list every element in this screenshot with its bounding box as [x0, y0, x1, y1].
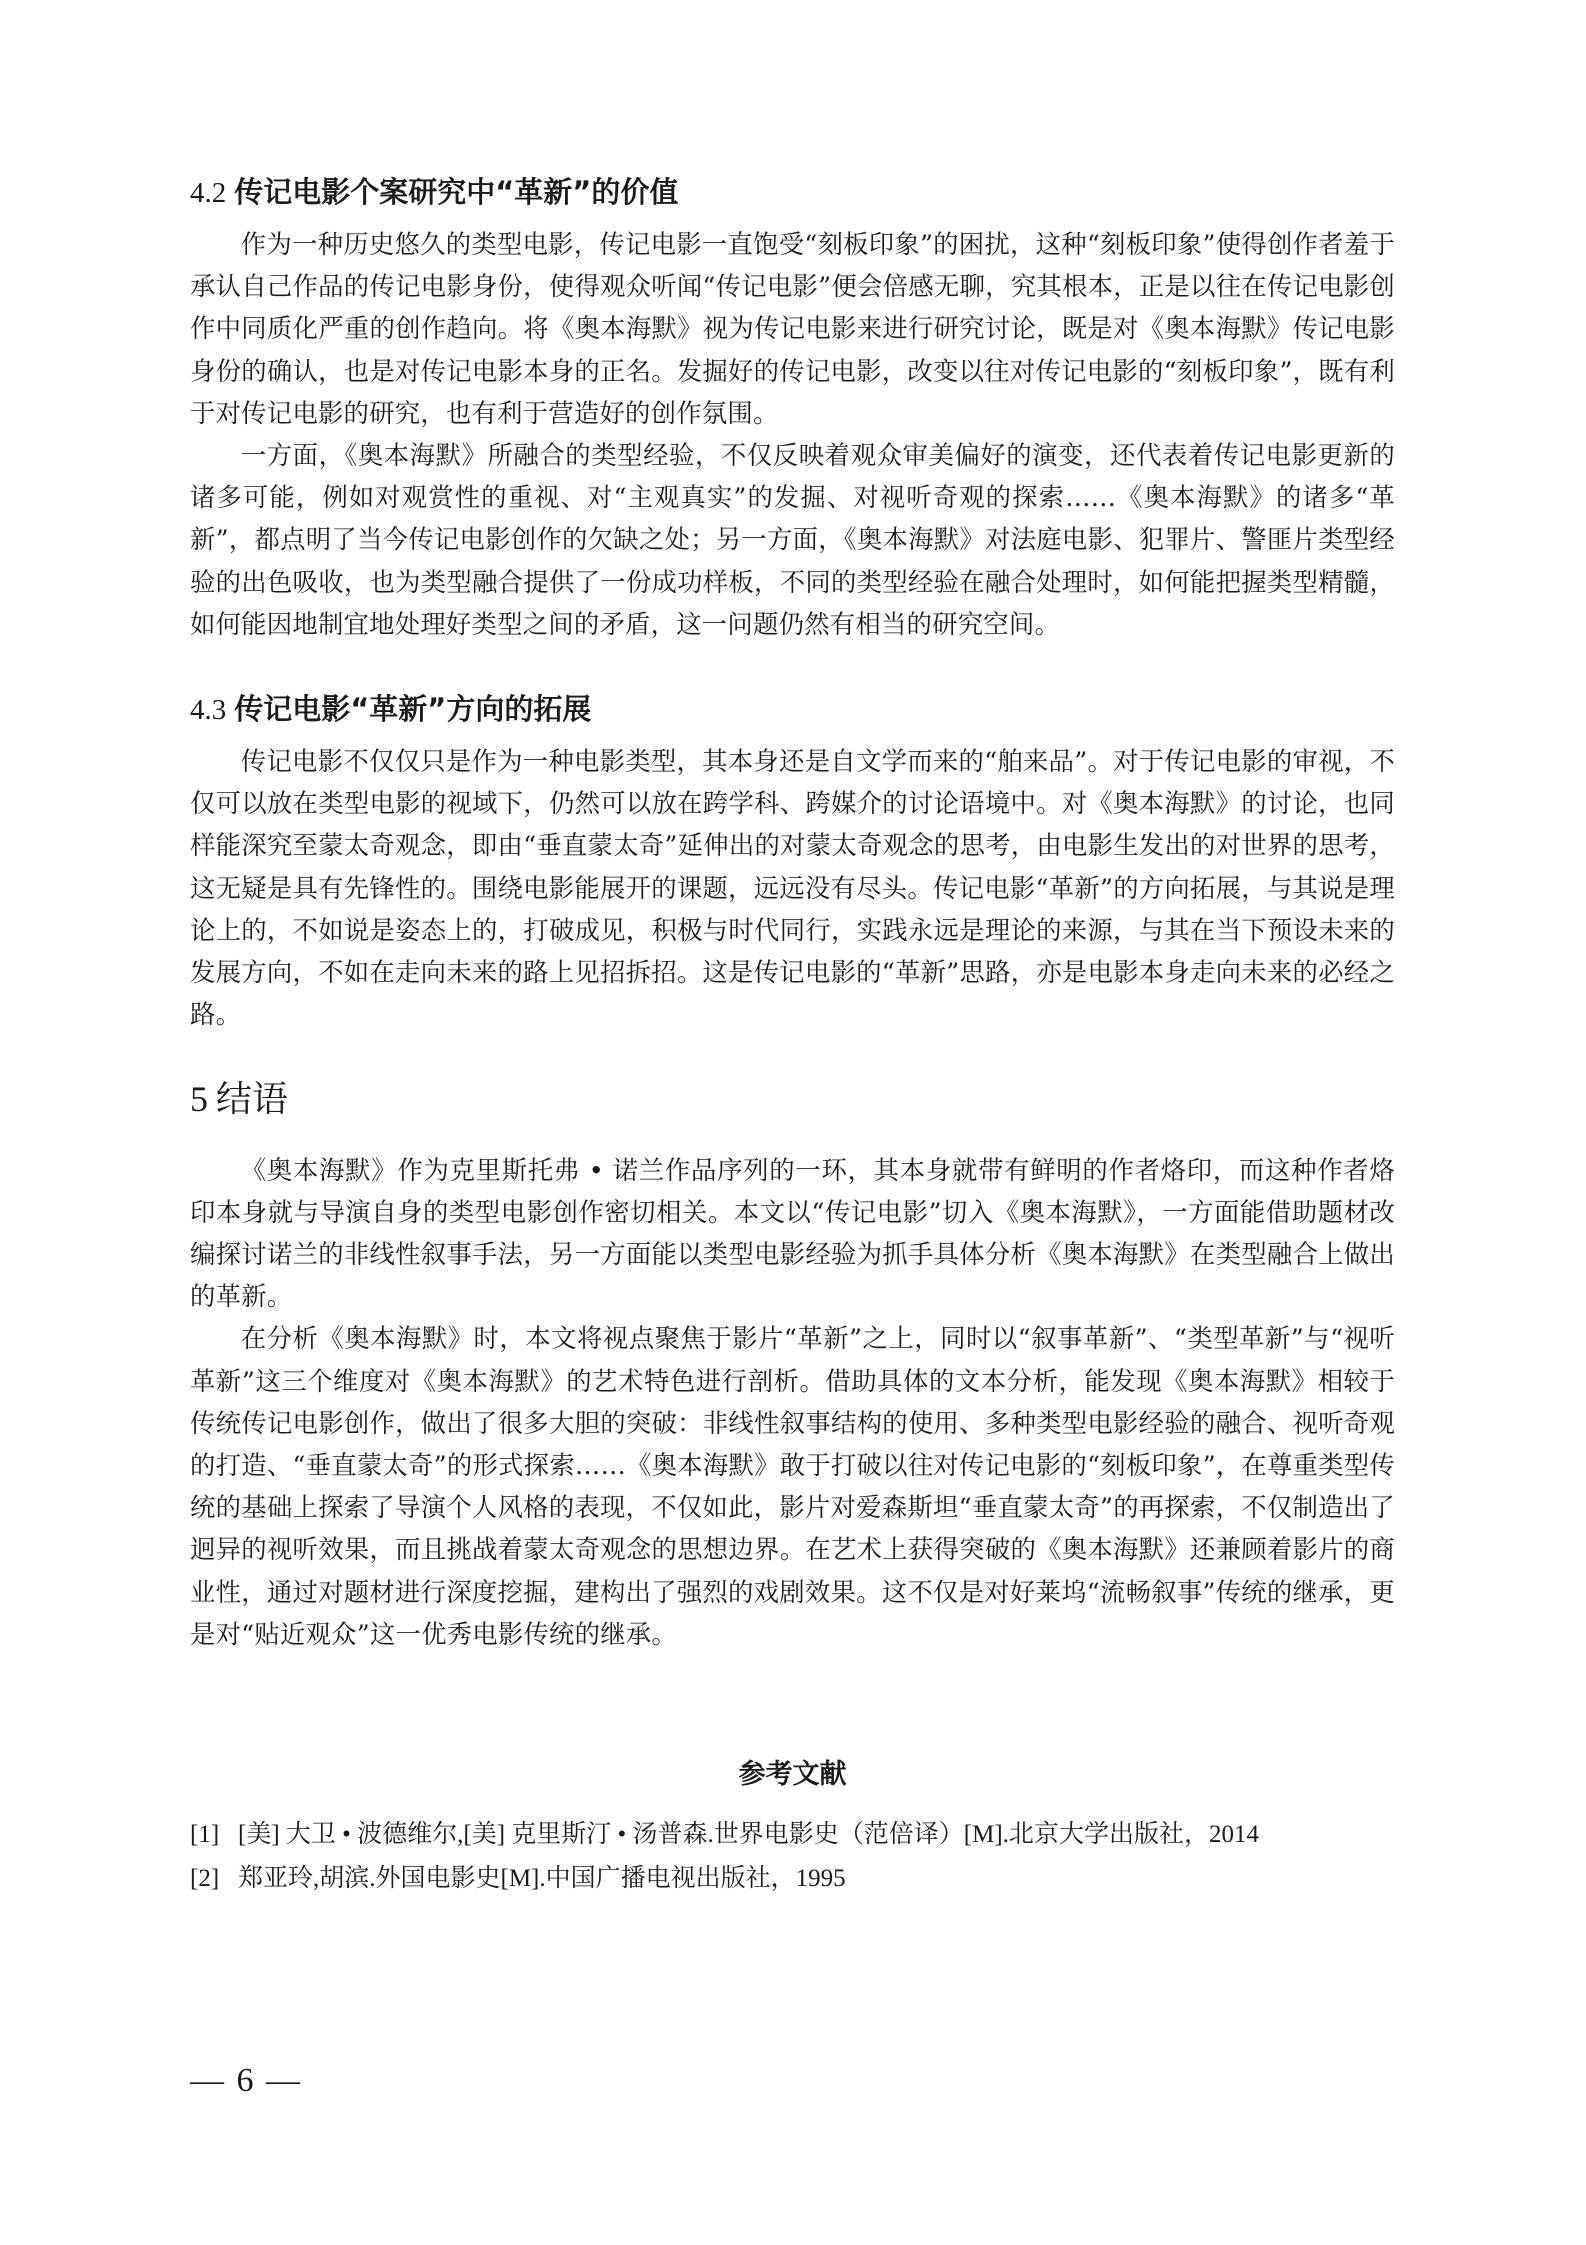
- section-body-5: [190, 1149, 1395, 1655]
- section-number: 4.3: [190, 694, 227, 727]
- reference-number: [1]: [190, 1821, 220, 1848]
- document-page: [190, 160, 1395, 1901]
- paragraph: 作为一种历史悠久的类型电影，传记电影一直饱受“刻板印象”的困扰，这种“刻板印象”使得创作者羞于承认自己作品的传记电影身份，使得观众听闻“传记电影”便会倍感无聊，究其根本，正是以往在传记电影创作中同质化严重的创作趋向。将《奥本海默》视为传记电影来进行研究讨论，既是对《奥本海默》传记电影身份的确认，也是对传记电影本身的正名。发掘好的传记电影，改变以往对传记电影的“刻板印象”，既有利于对传记电影的研究，也有利于营造好的创作氛围。: [190, 229, 1395, 428]
- section-number: 4.2: [190, 177, 227, 209]
- reference-text: 郑亚玲,胡滨.外国电影史[M].中国广播电视出版社，1995: [238, 1865, 846, 1892]
- section-body-4-2: [190, 223, 1395, 645]
- page-number: — 6 —: [190, 2062, 302, 2099]
- paragraph: 传记电影不仅仅只是作为一种电影类型，其本身还是自文学而来的“舶来品”。对于传记电影的审视，不仅可以放在类型电影的视域下，仍然可以放在跨学科、跨媒介的讨论语境中。对《奥本海默》的讨论，也同样能深究至蒙太奇观念，即由“垂直蒙太奇”延伸出的对蒙太奇观念的思考，由电影生发出的对世界的思考，这无疑是具有先锋性的。围绕电影能展开的课题，远远没有尽头。传记电影“革新”的方向拓展，与其说是理论上的，不如说是姿态上的，打破成见，积极与时代同行，实践永远是理论的来源，与其在当下预设未来的发展方向，不如在走向未来的路上见招拆招。这是传记电影的“革新”思路，亦是电影本身走向未来的必经之路。: [190, 746, 1395, 1030]
- section-number: 5: [190, 1079, 208, 1120]
- section-title: 结语: [216, 1079, 289, 1121]
- references-list: [190, 1813, 1395, 1901]
- paragraph: 在分析《奥本海默》时，本文将视点聚焦于影片“革新”之上，同时以“叙事革新”、“类型革新”与“视听革新”这三个维度对《奥本海默》的艺术特色进行剖析。借助具体的文本分析，能发现《奥本海默》相较于传统传记电影创作，做出了很多大胆的突破：非线性叙事结构的使用、多种类型电影经验的融合、视听奇观的打造、“垂直蒙太奇”的形式探索……《奥本海默》敢于打破以往对传记电影的“刻板印象”，在尊重类型传统的基础上探索了导演个人风格的表现，不仅如此，影片对爱森斯坦“垂直蒙太奇”的再探索，不仅制造出了迥异的视听效果，而且挑战着蒙太奇观念的思想边界。在艺术上获得突破的《奥本海默》还兼顾着影片的商业性，通过对题材进行深度挖掘，建构出了强烈的戏剧效果。这不仅是对好莱坞“流畅叙事”传统的继承，更是对“贴近观众”这一优秀电影传统的继承。: [190, 1323, 1395, 1649]
- section-title: 传记电影“革新”方向的拓展: [234, 692, 592, 727]
- reference-item: [190, 1857, 1395, 1901]
- reference-number: [2]: [190, 1865, 220, 1892]
- section-title: 传记电影个案研究中“革新”的价值: [234, 175, 679, 209]
- paragraph: 一方面，《奥本海默》所融合的类型经验，不仅反映着观众审美偏好的演变，还代表着传记电影更新的诸多可能，例如对观赏性的重视、对“主观真实”的发掘、对视听奇观的探索……《奥本海默》的诸多“革新”，都点明了当今传记电影创作的欠缺之处；另一方面，《奥本海默》对法庭电影、犯罪片、警匪片类型经验的出色吸收，也为类型融合提供了一份成功样板，不同的类型经验在融合处理时，如何能把握类型精髓，如何能因地制宜地处理好类型之间的矛盾，这一问题仍然有相当的研究空间。: [190, 440, 1395, 639]
- reference-text: [美] 大卫 • 波德维尔,[美] 克里斯汀 • 汤普森.世界电影史（范倍译）[M].北京大学出版社，2014: [238, 1821, 1259, 1848]
- reference-item: [190, 1813, 1395, 1857]
- section-heading-4-2: [190, 172, 1395, 213]
- section-heading-5: [190, 1075, 1395, 1124]
- section-heading-4-3: [190, 689, 1395, 730]
- references-title: 参考文献: [738, 1759, 847, 1790]
- section-body-4-3: [190, 740, 1395, 1035]
- paragraph: 《奥本海默》作为克里斯托弗 • 诺兰作品序列的一环，其本身就带有鲜明的作者烙印，而这种作者烙印本身就与导演自身的类型电影创作密切相关。本文以“传记电影”切入《奥本海默》，一方面能借助题材改编探讨诺兰的非线性叙事手法，另一方面能以类型电影经验为抓手具体分析《奥本海默》在类型融合上做出的革新。: [190, 1154, 1395, 1312]
